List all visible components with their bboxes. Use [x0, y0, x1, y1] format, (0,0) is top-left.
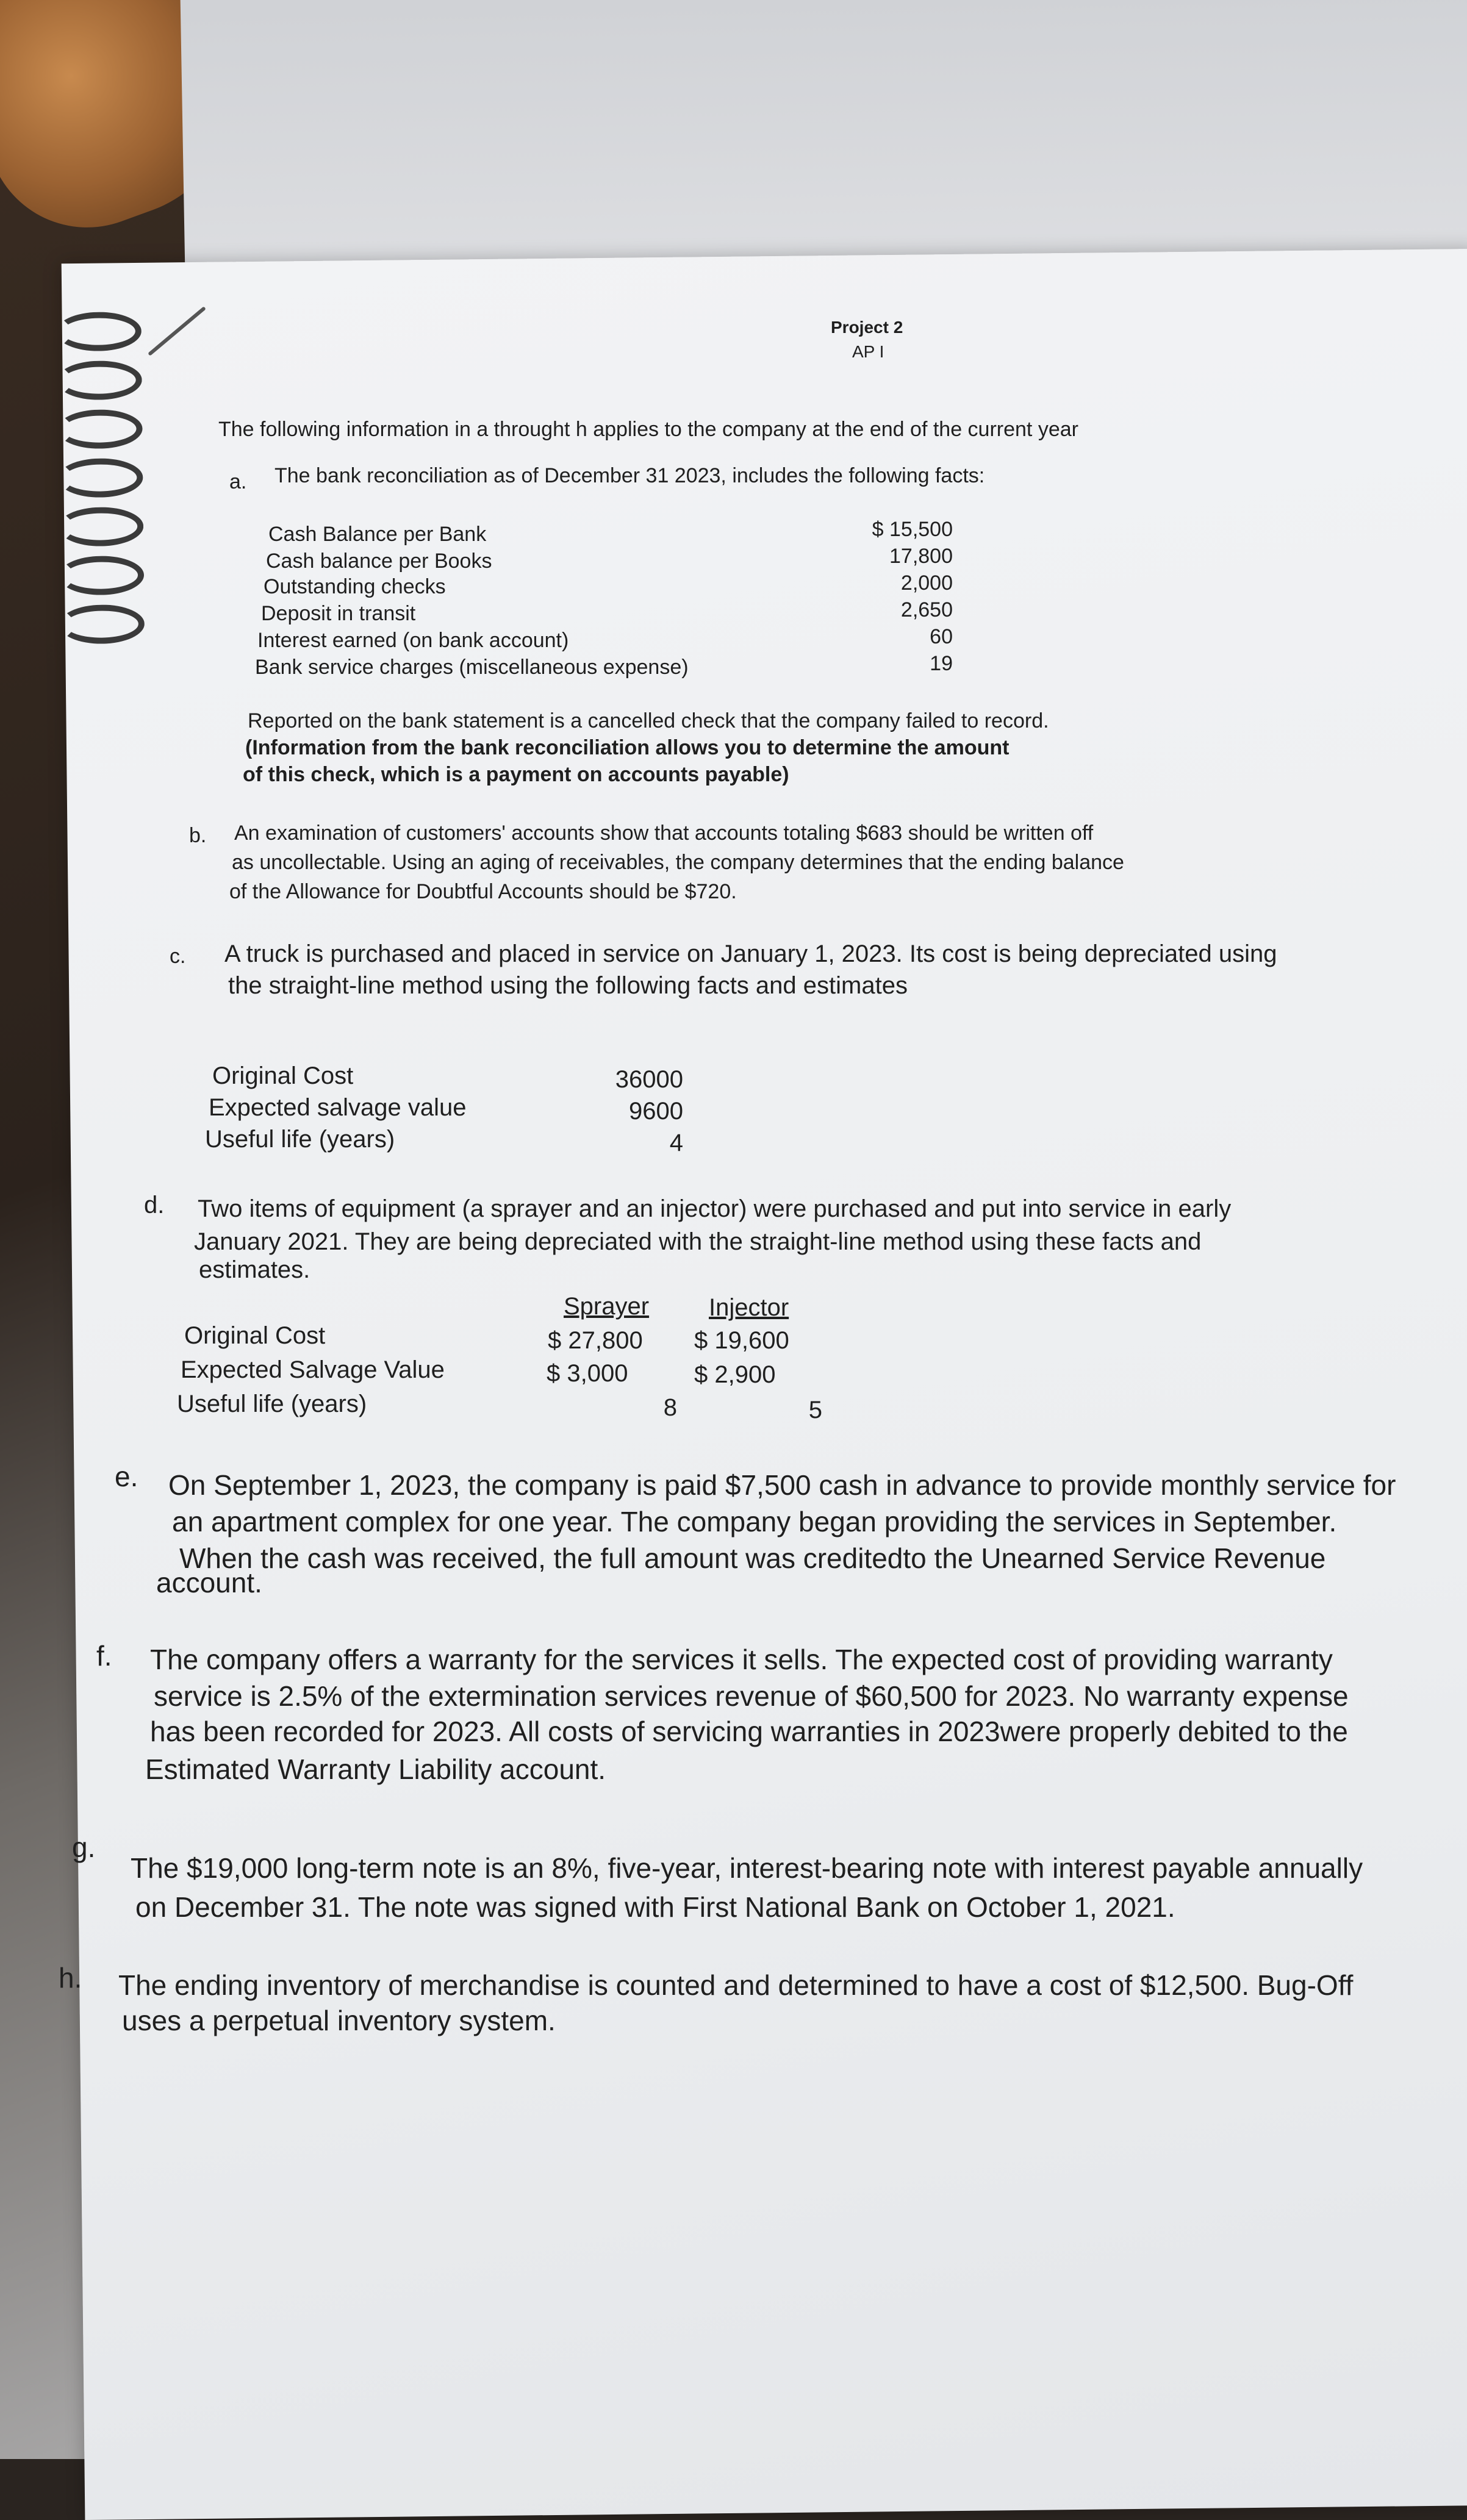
spiral-binding-icon	[56, 360, 142, 400]
recon-value-5: 19	[930, 652, 953, 675]
sprayer-value-0: $ 27,800	[548, 1327, 643, 1354]
item-e-letter: e.	[115, 1461, 138, 1492]
item-e-line-4: account.	[156, 1567, 262, 1598]
injector-value-0: $ 19,600	[694, 1327, 789, 1354]
item-d-line-1: Two items of equipment (a sprayer and an injector) were purchased and put into service in early	[198, 1195, 1232, 1222]
item-d-letter: d.	[144, 1192, 165, 1219]
truck-label-0: Original Cost	[212, 1062, 354, 1089]
injector-value-2: 5	[808, 1397, 822, 1423]
recon-value-0: $ 15,500	[872, 518, 953, 541]
spiral-binding-icon	[57, 458, 143, 498]
item-c-line-2: the straight-line method using the following facts and estimates	[228, 972, 908, 999]
equipment-column-sprayer: Sprayer	[564, 1293, 650, 1320]
recon-value-3: 2,650	[900, 598, 953, 621]
recon-label-1: Cash balance per Books	[266, 549, 492, 573]
sprayer-value-1: $ 3,000	[547, 1360, 628, 1387]
item-a-note-3: of this check, which is a payment on accounts payable)	[243, 763, 789, 786]
item-b-line-3: of the Allowance for Doubtful Accounts should be $720.	[229, 880, 737, 903]
item-e-line-2: an apartment complex for one year. The company began providing the services in September.	[172, 1506, 1337, 1537]
truck-value-1: 9600	[629, 1098, 683, 1125]
item-c-line-1: A truck is purchased and placed in service on January 1, 2023. Its cost is being depreciated using	[224, 940, 1277, 967]
spiral-binding-icon	[57, 409, 143, 449]
recon-label-5: Bank service charges (miscellaneous expense)	[255, 656, 689, 679]
item-c-letter: c.	[170, 945, 186, 968]
project-title: Project 2	[831, 318, 903, 337]
item-e-line-1: On September 1, 2023, the company is paid $7,500 cash in advance to provide monthly service for	[168, 1469, 1396, 1501]
item-e-line-3: When the cash was received, the full amount was creditedto the Unearned Service Revenue	[179, 1542, 1326, 1574]
truck-label-2: Useful life (years)	[205, 1126, 395, 1153]
item-b-letter: b.	[189, 824, 207, 847]
sprayer-value-2: 8	[663, 1394, 677, 1421]
item-f-line-4: Estimated Warranty Liability account.	[145, 1753, 606, 1785]
item-h-letter: h.	[59, 1962, 82, 1994]
item-b-line-2: as uncollectable. Using an aging of receivables, the company determines that the ending balance	[232, 851, 1124, 874]
equipment-label-2: Useful life (years)	[177, 1391, 367, 1417]
item-g-letter: g.	[72, 1831, 96, 1863]
item-f-line-1: The company offers a warranty for the services it sells. The expected cost of providing warranty	[150, 1644, 1333, 1675]
item-f-line-2: service is 2.5% of the extermination services revenue of $60,500 for 2023. No warranty expense	[154, 1680, 1349, 1712]
spiral-binding-icon	[56, 312, 142, 351]
equipment-column-injector: Injector	[709, 1294, 789, 1321]
item-d-line-3: estimates.	[199, 1256, 310, 1283]
truck-value-0: 36000	[615, 1066, 683, 1093]
recon-value-2: 2,000	[900, 571, 953, 595]
injector-value-1: $ 2,900	[694, 1361, 776, 1388]
equipment-label-1: Expected Salvage Value	[181, 1356, 445, 1383]
recon-label-3: Deposit in transit	[261, 602, 416, 625]
recon-label-4: Interest earned (on bank account)	[257, 629, 569, 652]
item-g-line-1: The $19,000 long-term note is an 8%, five-year, interest-bearing note with interest payable annually	[131, 1852, 1363, 1884]
item-a-note-2: (Information from the bank reconciliation allows you to determine the amount	[245, 736, 1010, 759]
item-h-line-1: The ending inventory of merchandise is counted and determined to have a cost of $12,500. Bug-Off	[118, 1969, 1354, 2001]
item-a-lead: The bank reconciliation as of December 31 2023, includes the following facts:	[274, 464, 985, 487]
recon-label-2: Outstanding checks	[264, 575, 446, 598]
truck-value-2: 4	[669, 1129, 683, 1156]
item-a-letter: a.	[229, 470, 247, 493]
equipment-label-0: Original Cost	[184, 1322, 326, 1349]
item-g-line-2: on December 31. The note was signed with First National Bank on October 1, 2021.	[135, 1891, 1175, 1923]
spiral-binding-icon	[59, 556, 145, 595]
item-d-line-2: January 2021. They are being depreciated with the straight-line method using these facts and	[194, 1228, 1202, 1255]
recon-value-1: 17,800	[889, 545, 953, 568]
item-a-note-1: Reported on the bank statement is a cancelled check that the company failed to record.	[248, 709, 1049, 732]
item-b-line-1: An examination of customers' accounts show that accounts totaling $683 should be written off	[234, 822, 1094, 845]
course-code: AP I	[852, 342, 884, 361]
spiral-binding-icon	[58, 507, 144, 546]
item-f-line-3: has been recorded for 2023. All costs of servicing warranties in 2023were properly debited to the	[150, 1716, 1348, 1747]
item-f-letter: f.	[96, 1640, 112, 1672]
recon-label-0: Cash Balance per Bank	[268, 523, 487, 546]
recon-value-4: 60	[930, 625, 953, 648]
intro-text: The following information in a throught h applies to the company at the end of the current year	[218, 418, 1078, 441]
spiral-binding-icon	[59, 604, 145, 644]
item-h-line-2: uses a perpetual inventory system.	[122, 2005, 556, 2036]
truck-label-1: Expected salvage value	[209, 1094, 467, 1121]
